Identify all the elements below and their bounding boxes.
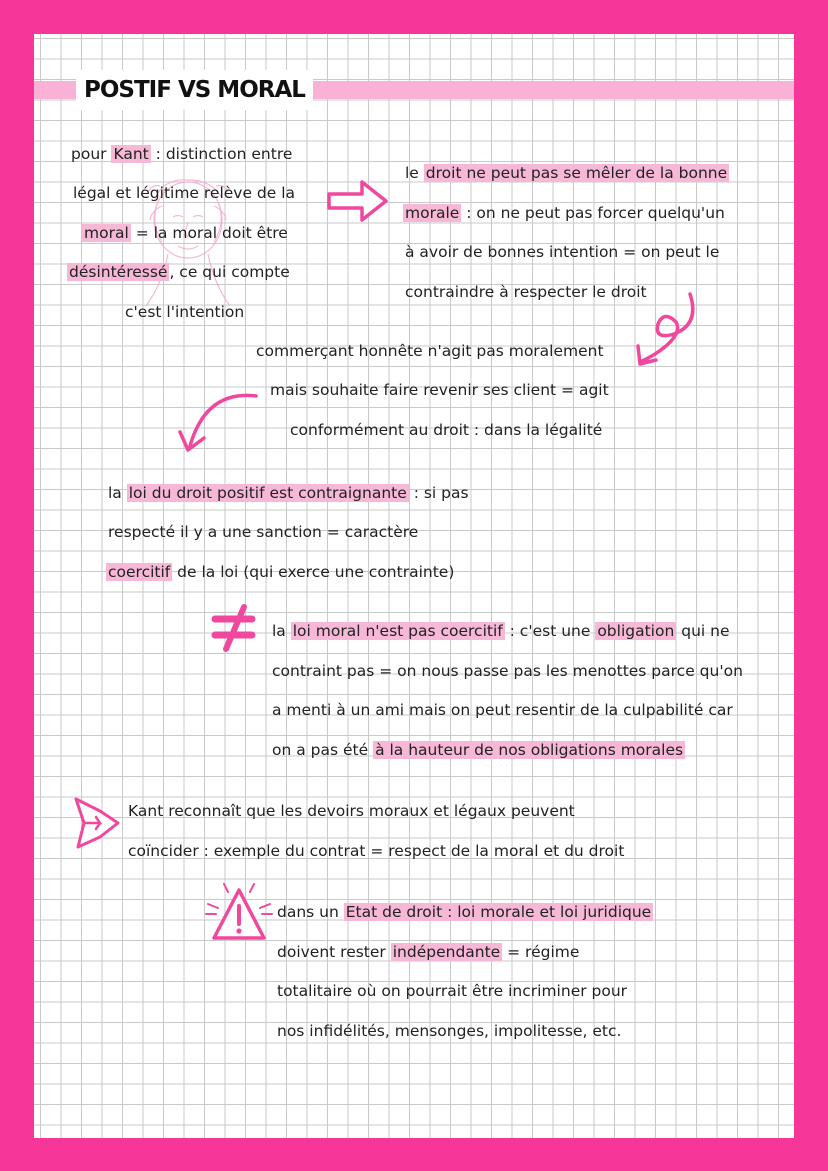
- block4-line1: la loi du droit positif est contraignante : si pas: [108, 484, 469, 502]
- block3-line2: mais souhaite faire revenir ses client = agit: [270, 381, 609, 399]
- swirl-arrow-icon: [632, 290, 704, 372]
- block2-line1: le droit ne peut pas se mêler de la bonne: [405, 164, 728, 182]
- block6-line1: Kant reconnaît que les devoirs moraux et légaux peuvent: [128, 802, 575, 820]
- curved-arrow-icon: [172, 390, 262, 460]
- block3-line3: conformément au droit : dans la légalité: [290, 421, 603, 439]
- title-band-right: [268, 81, 794, 99]
- block1-line5: c'est l'intention: [125, 303, 245, 321]
- block5-line1: la loi moral n'est pas coercitif : c'est une obligation qui ne: [272, 622, 730, 640]
- block2-line3: à avoir de bonnes intention = on peut le: [405, 243, 720, 261]
- not-equal-icon: [210, 603, 260, 653]
- block6-line2: coïncider : exemple du contrat = respect de la moral et du droit: [128, 842, 625, 860]
- arrow-right-icon: [326, 178, 390, 224]
- block1-line1: pour Kant : distinction entre: [71, 145, 293, 163]
- block5-line2: contraint pas = on nous passe pas les menottes parce qu'on: [272, 662, 743, 680]
- block7-line2: doivent rester indépendante = régime: [277, 943, 580, 961]
- block1-line2: légal et légitime relève de la: [73, 184, 296, 202]
- block7-line1: dans un Etat de droit : loi morale et loi juridique: [277, 903, 652, 921]
- warning-icon: [204, 880, 274, 946]
- arrow-badge-icon: [70, 793, 124, 853]
- page-title: POSTIF VS MORAL: [76, 70, 313, 110]
- block4-line2: respecté il y a une sanction = caractère: [108, 523, 419, 541]
- block7-line4: nos infidélités, mensonges, impolitesse, etc.: [277, 1022, 622, 1040]
- block2-line4: contraindre à respecter le droit: [405, 283, 647, 301]
- block5-line3: a menti à un ami mais on peut resentir de la culpabilité car: [272, 701, 733, 719]
- block7-line3: totalitaire où on pourrait être incriminer pour: [277, 982, 628, 1000]
- block3-line1: commerçant honnête n'agit pas moralement: [256, 342, 604, 360]
- block1-line3: moral = la moral doit être: [84, 224, 288, 242]
- block4-line3: coercitif de la loi (qui exerce une contrainte): [108, 563, 455, 581]
- block1-line4: désintéressé , ce qui compte: [69, 263, 290, 281]
- block5-line4: on a pas été à la hauteur de nos obligations morales: [272, 741, 684, 759]
- block2-line2: morale : on ne peut pas forcer quelqu'un: [405, 204, 725, 222]
